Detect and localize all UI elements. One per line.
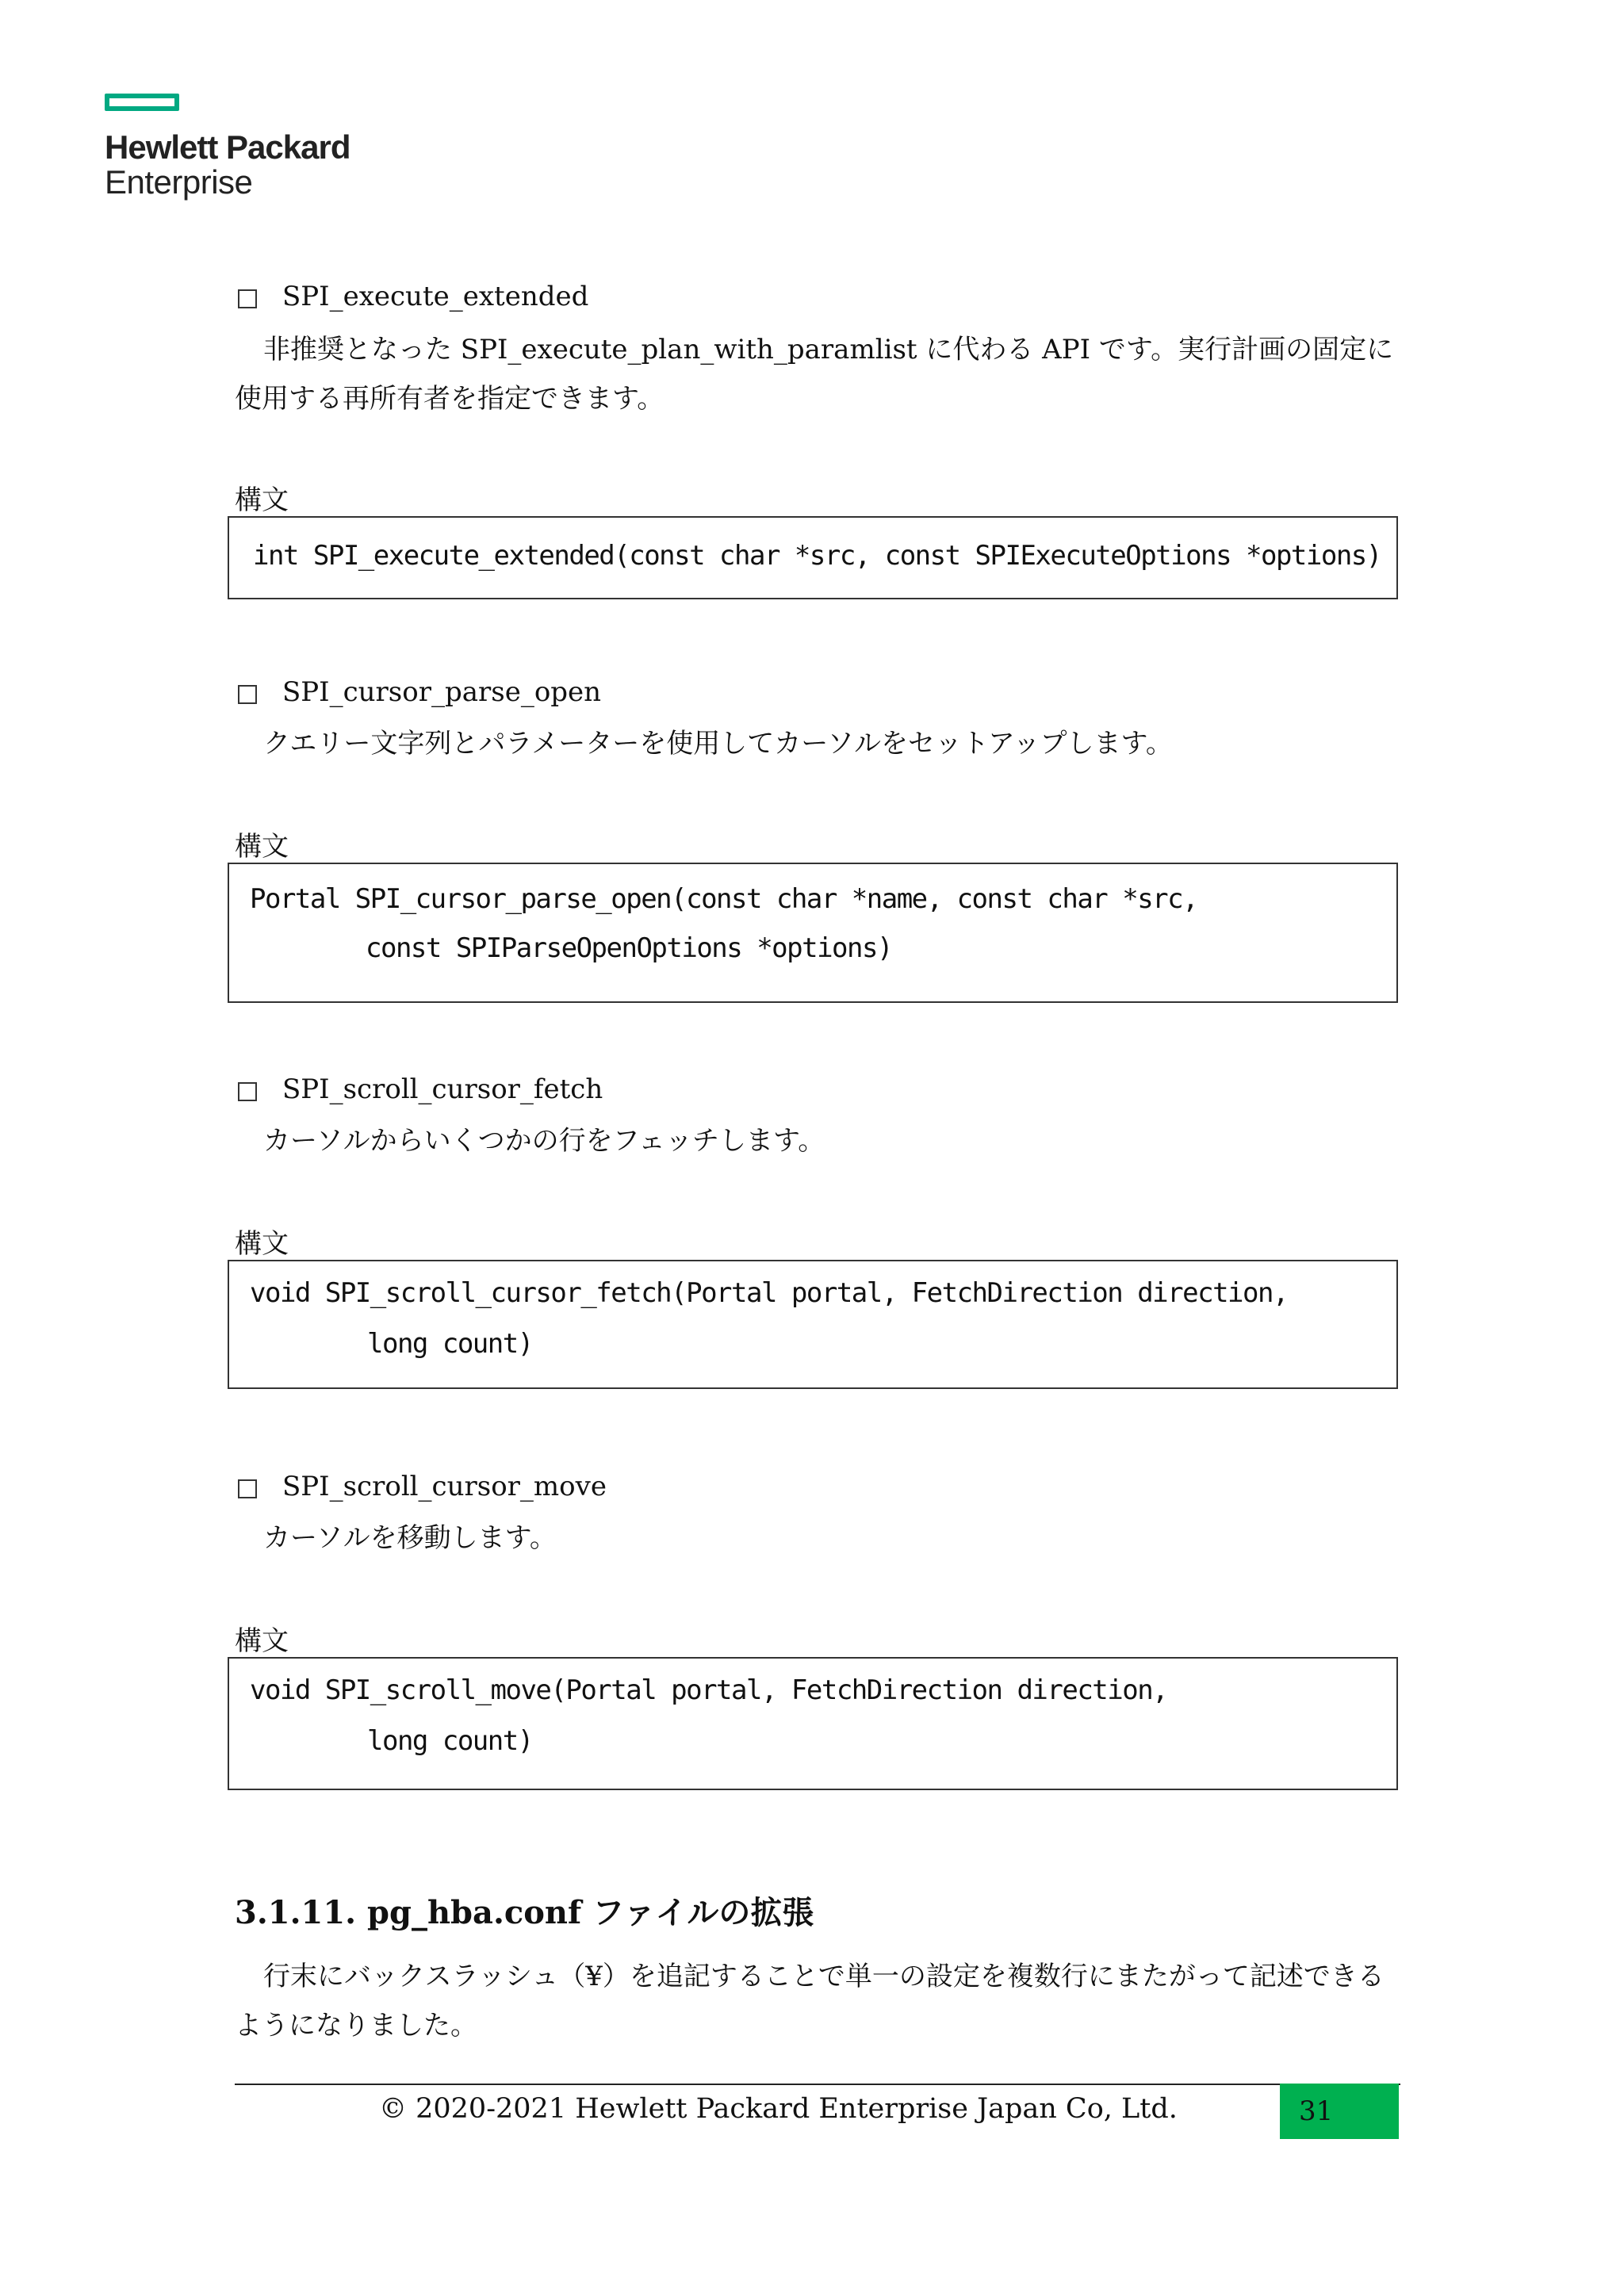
syntax-label: 構文 (235, 831, 289, 863)
item-title-spi-scroll-cursor-fetch: SPI_scroll_cursor_fetch (282, 1073, 603, 1105)
code-box-spi-execute-extended (228, 516, 1398, 599)
item-title-spi-scroll-cursor-move: SPI_scroll_cursor_move (282, 1471, 607, 1502)
code-line: void SPI_scroll_move(Portal portal, FetchDirection direction, (250, 1674, 1168, 1706)
logo-text-line2: Enterprise (105, 163, 253, 201)
checkbox-icon (238, 685, 257, 704)
code-line: Portal SPI_cursor_parse_open(const char *name, const char *src, (250, 883, 1198, 915)
page-number: 31 (1299, 2095, 1334, 2127)
code-line: const SPIParseOpenOptions *options) (366, 932, 892, 964)
checkbox-icon (238, 1082, 257, 1101)
footer-divider (235, 2084, 1400, 2085)
code-box-spi-scroll-cursor-move (228, 1657, 1398, 1790)
item-title-spi-cursor-parse-open: SPI_cursor_parse_open (282, 676, 602, 708)
syntax-label: 構文 (235, 1625, 289, 1657)
checkbox-icon (238, 1479, 257, 1498)
code-line: int SPI_execute_extended(const char *src, const SPIExecuteOptions *options) (253, 540, 1381, 572)
code-line: void SPI_scroll_cursor_fetch(Portal portal, FetchDirection direction, (250, 1277, 1288, 1309)
hpe-logo-mark (105, 94, 179, 111)
section-paragraph: 行末にバックスラッシュ（¥）を追記することで単一の設定を複数行にまたがって記述できるようになりました。 (235, 1961, 1385, 2042)
item-title-spi-execute-extended: SPI_execute_extended (282, 281, 589, 312)
page-number-badge (1280, 2084, 1399, 2139)
item-description-spi-scroll-cursor-move: カーソルを移動します。 (263, 1522, 557, 1554)
code-box-spi-cursor-parse-open (228, 863, 1398, 1003)
code-box-spi-scroll-cursor-fetch (228, 1260, 1398, 1389)
item-description-spi-scroll-cursor-fetch: カーソルからいくつかの行をフェッチします。 (263, 1125, 825, 1157)
footer-copyright: © 2020-2021 Hewlett Packard Enterprise Japan Co, Ltd. (379, 2093, 1178, 2125)
syntax-label: 構文 (235, 484, 289, 516)
logo-text-line1: Hewlett Packard (105, 128, 350, 166)
code-line: long count) (367, 1725, 533, 1757)
section-heading: 3.1.11. pg_hba.conf ファイルの拡張 (235, 1894, 814, 1931)
item-description-spi-execute-extended: 非推奨となった SPI_execute_plan_with_paramlist に代わる API です。実行計画の固定に使用する再所有者を指定できます。 (235, 334, 1394, 415)
syntax-label: 構文 (235, 1228, 289, 1260)
item-description-spi-cursor-parse-open: クエリー文字列とパラメーターを使用してカーソルをセットアップします。 (263, 728, 1173, 760)
code-line: long count) (367, 1328, 533, 1360)
checkbox-icon (238, 289, 257, 308)
